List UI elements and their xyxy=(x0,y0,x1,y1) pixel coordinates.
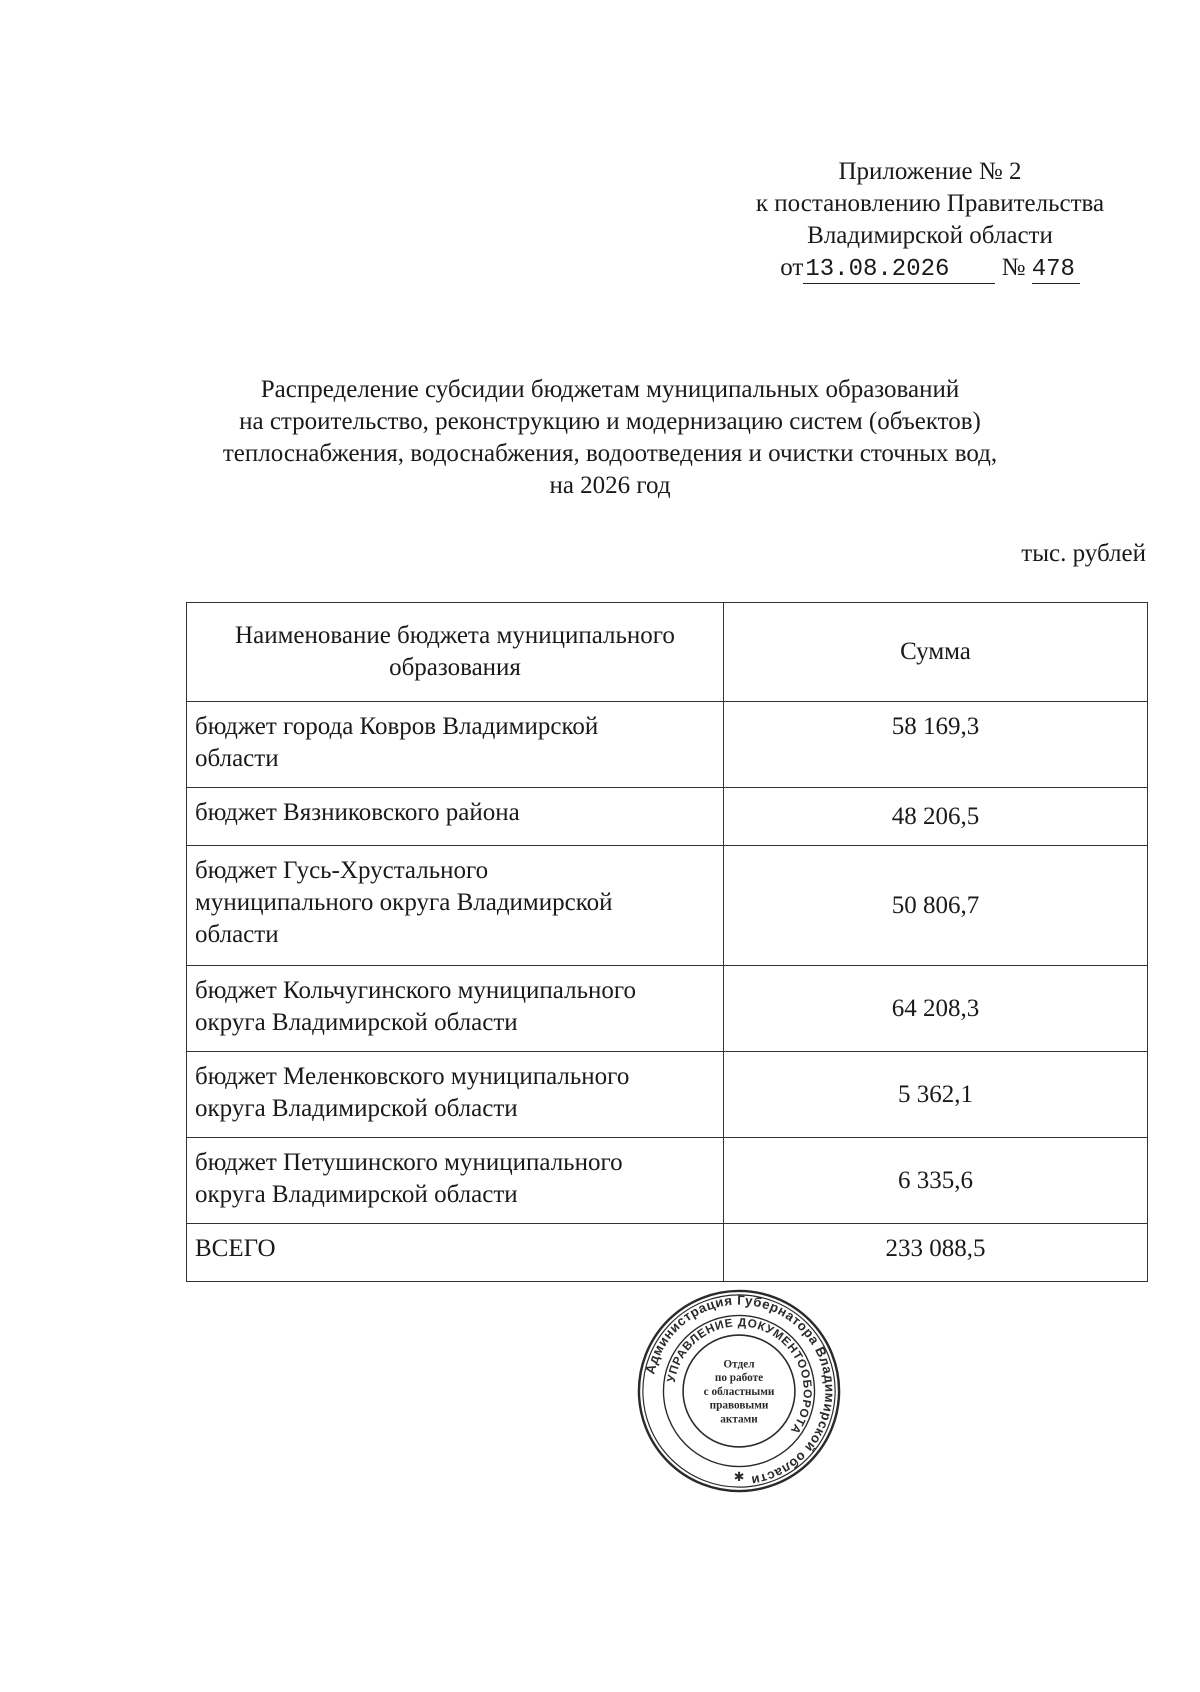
budget-name-line: бюджет города Ковров Владимирской xyxy=(195,713,599,740)
appendix-reference xyxy=(720,156,1140,284)
table-row xyxy=(187,702,1148,788)
budget-sum: 5 362,1 xyxy=(724,1052,1148,1138)
seal-star: ✱ xyxy=(733,1470,745,1486)
table-header-row xyxy=(187,603,1148,702)
budget-name xyxy=(187,966,724,1052)
title-line-3: теплоснабжения, водоснабжения, водоотведения и очистки сточных вод, xyxy=(222,440,998,467)
date-prefix: от xyxy=(780,254,804,281)
header-budget-name xyxy=(187,603,724,702)
title-line-1: Распределение субсидии бюджетам муниципальных образований xyxy=(260,376,960,403)
header-name-line-1: Наименование бюджета муниципального xyxy=(235,622,675,649)
subsidy-table xyxy=(186,602,1148,1282)
title-line-4: на 2026 год xyxy=(549,472,671,499)
budget-sum: 50 806,7 xyxy=(724,846,1148,966)
appendix-title: Приложение № 2 xyxy=(838,158,1022,185)
title-line-2: на строительство, реконструкцию и модернизацию систем (объектов) xyxy=(239,408,981,435)
budget-name-line: округа Владимирской области xyxy=(195,1095,518,1122)
budget-name-line: области xyxy=(195,921,279,948)
table-row xyxy=(187,966,1148,1052)
budget-name xyxy=(187,1052,724,1138)
budget-name xyxy=(187,846,724,966)
budget-name xyxy=(187,702,724,788)
header-name-line-2: образования xyxy=(389,654,521,681)
budget-name-line: округа Владимирской области xyxy=(195,1009,518,1036)
budget-sum: 6 335,6 xyxy=(724,1138,1148,1224)
resolution-date: 13.08.2026 xyxy=(803,257,995,284)
resolution-number: 478 xyxy=(1032,257,1080,284)
document-title xyxy=(150,374,1070,502)
budget-name-line: округа Владимирской области xyxy=(195,1181,518,1208)
appendix-resolution: к постановлению Правительства xyxy=(755,190,1105,217)
units-label: тыс. рублей xyxy=(1021,540,1146,567)
budget-name-line: бюджет Петушинского муниципального xyxy=(195,1149,623,1176)
appendix-region: Владимирской области xyxy=(807,222,1053,249)
budget-sum: 48 206,5 xyxy=(724,788,1148,846)
total-label: ВСЕГО xyxy=(187,1224,724,1282)
budget-sum: 64 208,3 xyxy=(724,966,1148,1052)
number-prefix: № xyxy=(1001,254,1026,281)
budget-name-line: бюджет Меленковского муниципального xyxy=(195,1063,630,1090)
seal-center-line: с областными xyxy=(703,1385,775,1398)
table-row xyxy=(187,788,1148,846)
budget-name-line: бюджет Гусь-Хрустального xyxy=(195,857,489,884)
seal-center-line: по работе xyxy=(714,1372,764,1385)
table-row xyxy=(187,1138,1148,1224)
budget-name xyxy=(187,788,724,846)
table-total-row xyxy=(187,1224,1148,1282)
budget-name-line: муниципального округа Владимирской xyxy=(195,889,613,916)
budget-name-line: бюджет Вязниковского района xyxy=(195,799,520,826)
budget-name-line: бюджет Кольчугинского муниципального xyxy=(195,977,636,1004)
official-seal xyxy=(636,1288,842,1494)
budget-name-line: области xyxy=(195,745,279,772)
table-row xyxy=(187,1052,1148,1138)
total-sum: 233 088,5 xyxy=(724,1224,1148,1282)
seal-outer-text: Администрация Губернатора Владимирской области xyxy=(642,1292,838,1489)
header-sum: Сумма xyxy=(724,603,1148,702)
seal-inner-text: УПРАВЛЕНИЕ ДОКУМЕНТООБОРОТА xyxy=(664,1316,814,1437)
appendix-dateline xyxy=(720,252,1140,284)
seal-center-text xyxy=(704,1358,775,1425)
seal-center-line: правовыми xyxy=(709,1399,769,1412)
seal-center-line: Отдел xyxy=(723,1358,755,1371)
table-row xyxy=(187,846,1148,966)
seal-center-line: актами xyxy=(720,1413,758,1426)
budget-sum: 58 169,3 xyxy=(724,702,1148,788)
budget-name xyxy=(187,1138,724,1224)
